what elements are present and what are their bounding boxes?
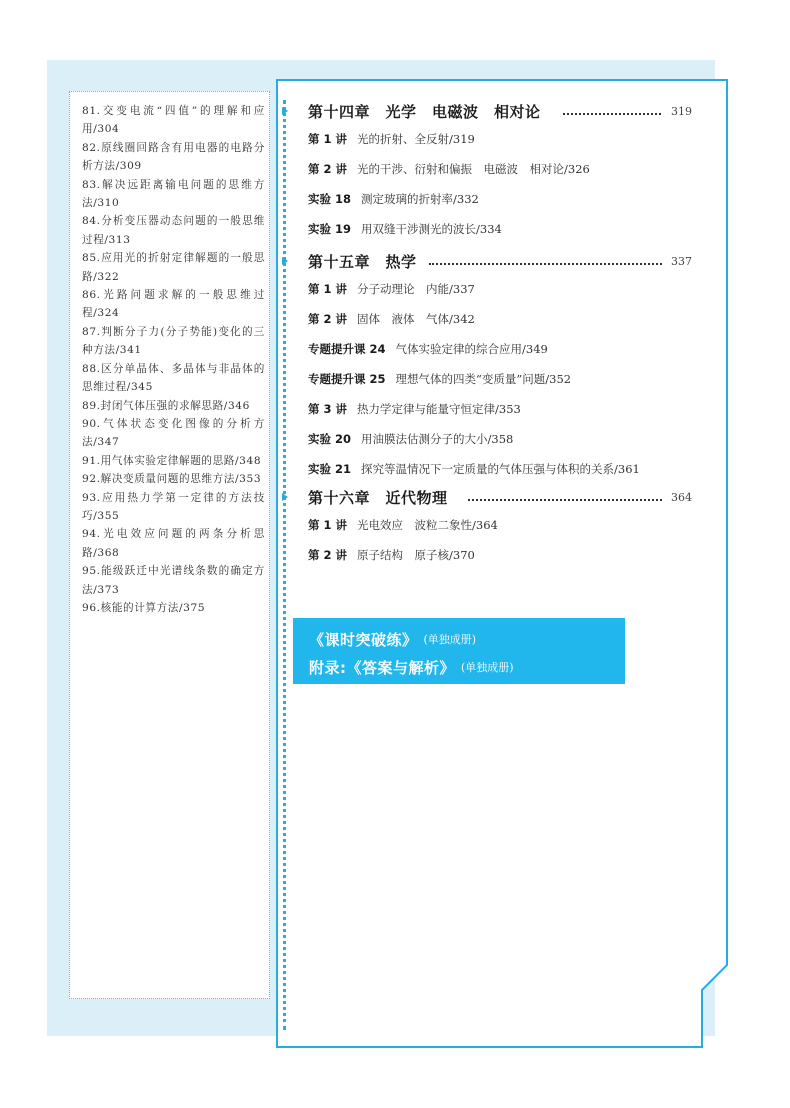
toc-item[interactable]	[292, 394, 692, 424]
method-entry[interactable]: 95.能级跃迁中光谱线条数的确定方法/373	[82, 565, 265, 596]
item-text: 光电效应 波粒二象性/364	[357, 518, 498, 532]
toc-item[interactable]	[292, 154, 692, 184]
item-label: 实验 19	[308, 222, 352, 236]
chapter-heading[interactable]	[292, 248, 692, 274]
item-text: 测定玻璃的折射率/332	[361, 192, 479, 206]
banner-line-practice[interactable]	[309, 625, 625, 653]
toc-item[interactable]	[292, 334, 692, 364]
item-text: 光的折射、全反射/319	[357, 132, 475, 146]
method-entry[interactable]: 85.应用光的折射定律解题的一般思路/322	[82, 252, 265, 283]
chapter-page: 364	[671, 490, 692, 504]
item-text: 探究等温情况下一定质量的气体压强与体积的关系/361	[361, 462, 640, 476]
item-label: 专题提升课 24	[308, 342, 386, 356]
item-text: 分子动理论 内能/337	[357, 282, 475, 296]
item-label: 专题提升课 25	[308, 372, 386, 386]
method-entry[interactable]: 94.光电效应问题的两条分析思路/368	[82, 528, 265, 559]
chapter-title: 第十五章 热学	[308, 252, 417, 271]
item-text: 用油膜法估测分子的大小/358	[361, 432, 514, 446]
method-entry[interactable]: 93.应用热力学第一定律的方法技巧/355	[82, 491, 265, 522]
method-entry[interactable]: 84.分析变压器动态问题的一般思维过程/313	[82, 215, 265, 246]
toc-item[interactable]	[292, 184, 692, 214]
method-entry[interactable]: 87.判断分子力(分子势能)变化的三种方法/341	[82, 325, 265, 357]
method-entry[interactable]: 96.核能的计算方法/375	[82, 601, 206, 614]
banner-answers-title: 附录:《答案与解析》	[309, 658, 455, 677]
item-text: 固体 液体 气体/342	[357, 312, 475, 326]
method-entry[interactable]: 86.光路问题求解的一般思维过程/324	[82, 289, 265, 320]
triangle-marker-icon	[282, 493, 288, 501]
banner-practice-title: 《课时突破练》	[309, 630, 418, 649]
table-of-contents	[292, 98, 692, 570]
toc-item[interactable]	[292, 454, 692, 484]
toc-item[interactable]	[292, 124, 692, 154]
banner-line-answers[interactable]	[309, 653, 625, 681]
chapter-heading[interactable]	[292, 484, 692, 510]
banner-answers-note: (单独成册)	[461, 661, 514, 674]
toc-item[interactable]	[292, 214, 692, 244]
item-label: 第 1 讲	[308, 132, 348, 146]
method-entry[interactable]: 81.交变电流“四值”的理解和应用/304	[82, 105, 265, 136]
dot-leader	[563, 113, 661, 115]
toc-item[interactable]	[292, 304, 692, 334]
method-entry[interactable]: 89.封闭气体压强的求解思路/346	[82, 399, 250, 412]
method-entry[interactable]: 88.区分单晶体、多晶体与非晶体的思维过程/345	[82, 362, 265, 394]
chapter-page: 337	[671, 254, 692, 268]
item-label: 实验 21	[308, 462, 352, 476]
toc-item[interactable]	[292, 540, 692, 570]
triangle-marker-icon	[282, 257, 288, 265]
triangle-marker-icon	[282, 107, 288, 115]
item-label: 第 3 讲	[308, 402, 348, 416]
method-entry[interactable]: 90.气体状态变化图像的分析方法/347	[82, 417, 265, 449]
method-entry[interactable]: 82.原线圈回路含有用电器的电路分析方法/309	[82, 141, 265, 173]
chapter-heading[interactable]	[292, 98, 692, 124]
chapter-page: 319	[671, 104, 692, 118]
method-entry[interactable]: 91.用气体实验定律解题的思路/348	[82, 454, 262, 467]
method-entry[interactable]: 83.解决远距离输电问题的思维方法/310	[82, 178, 265, 210]
chapter-title: 第十六章 近代物理	[308, 488, 448, 507]
item-label: 第 1 讲	[308, 282, 348, 296]
toc-item[interactable]	[292, 510, 692, 540]
supplement-banner	[293, 618, 625, 684]
item-label: 第 2 讲	[308, 162, 348, 176]
method-entry[interactable]: 92.解决变质量问题的思维方法/353	[82, 473, 262, 486]
item-text: 用双缝干涉测光的波长/334	[361, 222, 502, 236]
banner-practice-note: (单独成册)	[423, 633, 477, 646]
item-label: 实验 20	[308, 432, 352, 446]
item-label: 第 2 讲	[308, 548, 348, 562]
item-text: 热力学定律与能量守恒定律/353	[357, 402, 521, 416]
dot-leader	[429, 263, 662, 265]
toc-item[interactable]	[292, 364, 692, 394]
dotted-margin-line	[283, 100, 286, 1030]
item-text: 理想气体的四类“变质量”问题/352	[395, 372, 572, 386]
item-label: 实验 18	[308, 192, 352, 206]
item-text: 原子结构 原子核/370	[357, 548, 475, 562]
toc-item[interactable]	[292, 274, 692, 304]
item-text: 气体实验定律的综合应用/349	[395, 342, 548, 356]
item-label: 第 2 讲	[308, 312, 348, 326]
item-label: 第 1 讲	[308, 518, 348, 532]
chapter-title: 第十四章 光学 电磁波 相对论	[308, 102, 541, 121]
item-text: 光的干涉、衍射和偏振 电磁波 相对论/326	[357, 162, 590, 176]
dot-leader	[468, 499, 662, 501]
toc-item[interactable]	[292, 424, 692, 454]
